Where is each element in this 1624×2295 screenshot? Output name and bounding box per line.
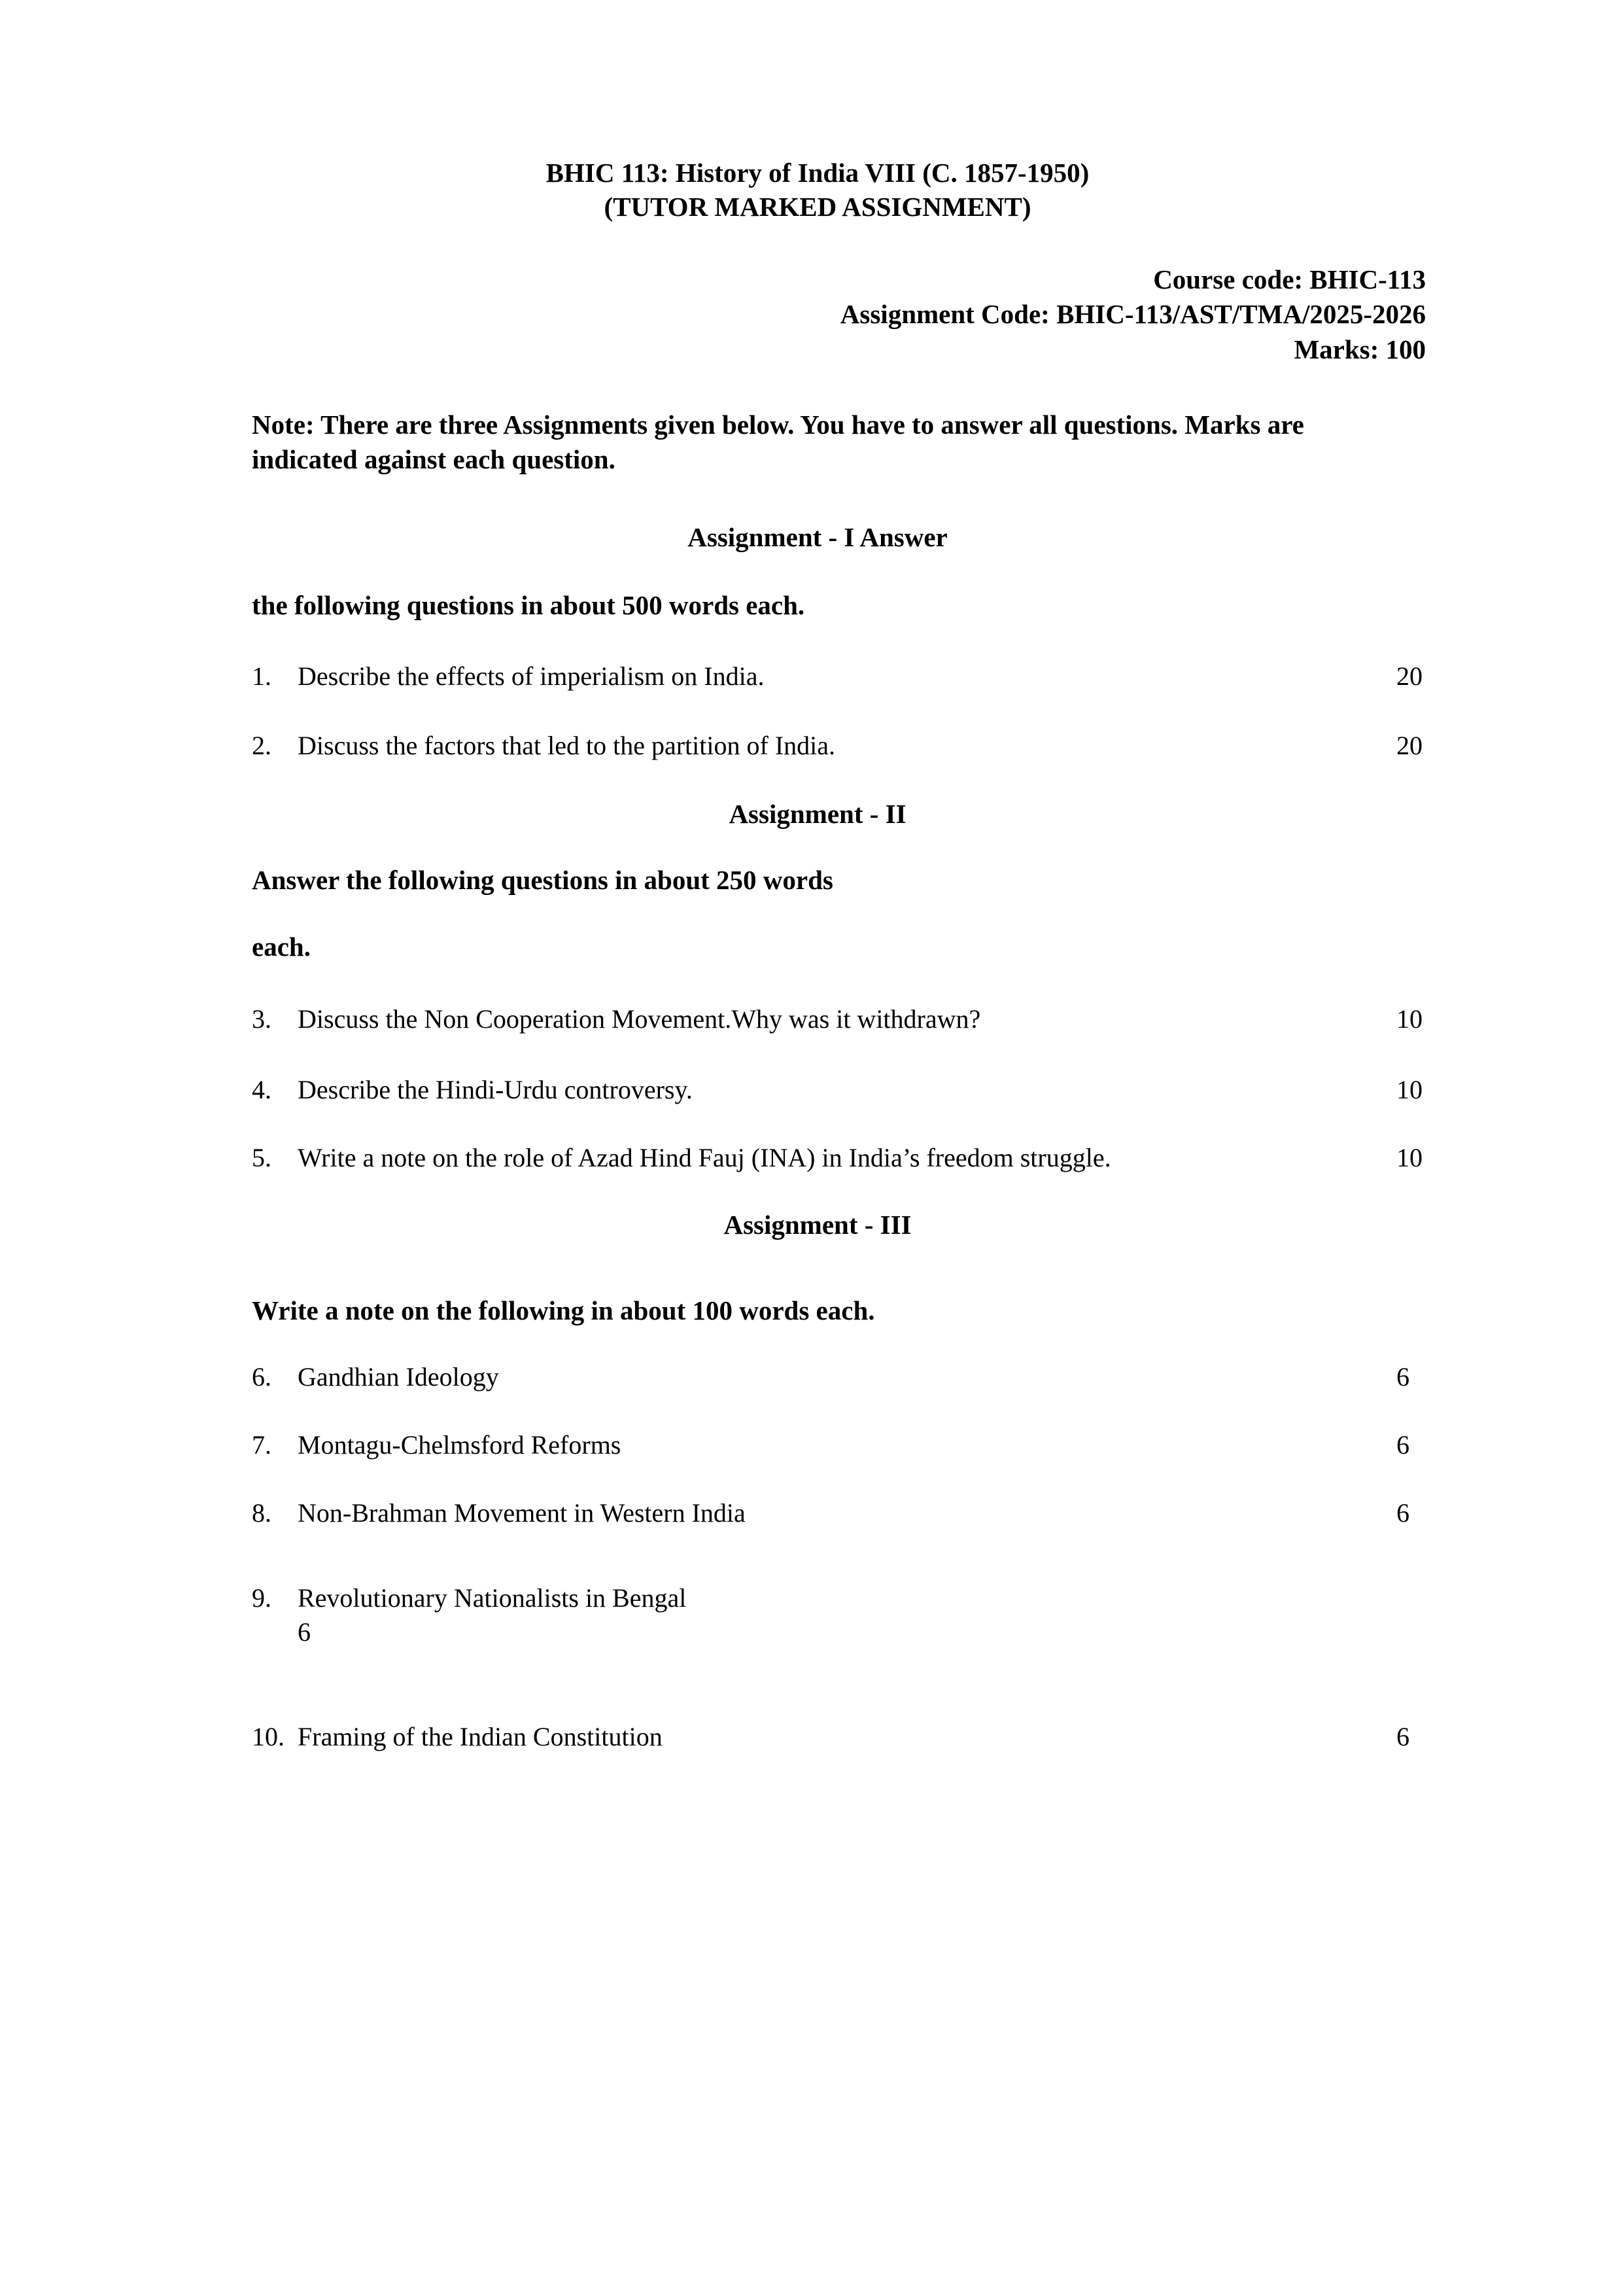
section-heading-assignment-3: Assignment - III — [723, 1209, 912, 1240]
instructions-note: Note: There are three Assignments given below. You have to answer all questions. Marks are indicated against each question. — [252, 409, 1304, 475]
question-marks: 6 — [1396, 1429, 1409, 1460]
title-line-course: BHIC 113: History of India VIII (C. 1857-1950) — [545, 158, 1090, 188]
question-row — [252, 1360, 1409, 1394]
question-number: 1. — [252, 661, 271, 692]
question-row — [252, 659, 1423, 693]
question-text: Gandhian Ideology — [298, 1361, 499, 1392]
question-text: Discuss the factors that led to the partition of India. — [298, 731, 836, 761]
assignment-code: Assignment Code: BHIC-113/AST/TMA/2025-2026 — [840, 299, 1426, 330]
question-text: Revolutionary Nationalists in Bengal — [298, 1583, 687, 1613]
question-text: Describe the effects of imperialism on India. — [298, 661, 765, 692]
question-row — [252, 1720, 1409, 1754]
question-text: Montagu-Chelmsford Reforms — [298, 1429, 621, 1460]
question-list-assignment-1 — [252, 659, 1423, 763]
question-row — [252, 1002, 1423, 1036]
question-row — [252, 1141, 1423, 1175]
section-subheading-assignment-3: Write a note on the following in about 100 words each. — [252, 1295, 875, 1326]
assignment-meta-block — [252, 224, 1426, 367]
question-marks: 6 — [1396, 1498, 1409, 1528]
question-marks: 6 — [1396, 1361, 1409, 1392]
question-number: 10. — [252, 1721, 285, 1751]
question-number: 5. — [252, 1142, 271, 1172]
section-subheading-assignment-1: the following questions in about 500 words each. — [252, 589, 805, 620]
question-number: 3. — [252, 1004, 271, 1034]
content-column — [252, 0, 1426, 1754]
question-number: 6. — [252, 1361, 271, 1392]
question-marks: 6 — [1396, 1721, 1409, 1751]
question-number: 8. — [252, 1498, 271, 1528]
question-number: 9. — [252, 1583, 271, 1613]
section-subheading-assignment-2: Answer the following questions in about 250 words — [252, 865, 833, 896]
question-row — [252, 729, 1423, 763]
question-marks: 10 — [1396, 1004, 1423, 1034]
question-text: Non-Brahman Movement in Western India — [298, 1498, 746, 1528]
question-row — [252, 1428, 1409, 1462]
section-subheading-assignment-2-cont: each. — [252, 931, 311, 962]
question-row — [252, 1496, 1409, 1530]
question-text: Discuss the Non Cooperation Movement.Why was it withdrawn? — [298, 1004, 981, 1034]
question-marks: 10 — [1396, 1142, 1423, 1172]
question-marks: 10 — [1396, 1074, 1423, 1104]
question-list-assignment-3 — [252, 1360, 1409, 1754]
question-row — [252, 1581, 1383, 1649]
question-list-assignment-2 — [252, 1002, 1423, 1175]
question-number: 2. — [252, 731, 271, 761]
title-line-subtitle: (TUTOR MARKED ASSIGNMENT) — [604, 192, 1031, 222]
question-text: Describe the Hindi-Urdu controversy. — [298, 1074, 693, 1104]
question-number: 7. — [252, 1429, 271, 1460]
section-heading-assignment-1: Assignment - I Answer — [687, 522, 948, 553]
section-heading-assignment-2: Assignment - II — [729, 799, 907, 830]
question-text: Write a note on the role of Azad Hind Fauj (INA) in India’s freedom struggle. — [298, 1142, 1111, 1172]
question-number: 4. — [252, 1074, 271, 1104]
document-title — [252, 0, 1383, 224]
total-marks: Marks: 100 — [1294, 334, 1426, 364]
question-marks: 20 — [1396, 731, 1423, 761]
question-marks: 6 — [298, 1617, 311, 1647]
course-code: Course code: BHIC-113 — [1153, 264, 1426, 294]
question-text: Framing of the Indian Constitution — [298, 1721, 663, 1751]
question-marks: 20 — [1396, 661, 1423, 692]
question-row — [252, 1073, 1423, 1107]
